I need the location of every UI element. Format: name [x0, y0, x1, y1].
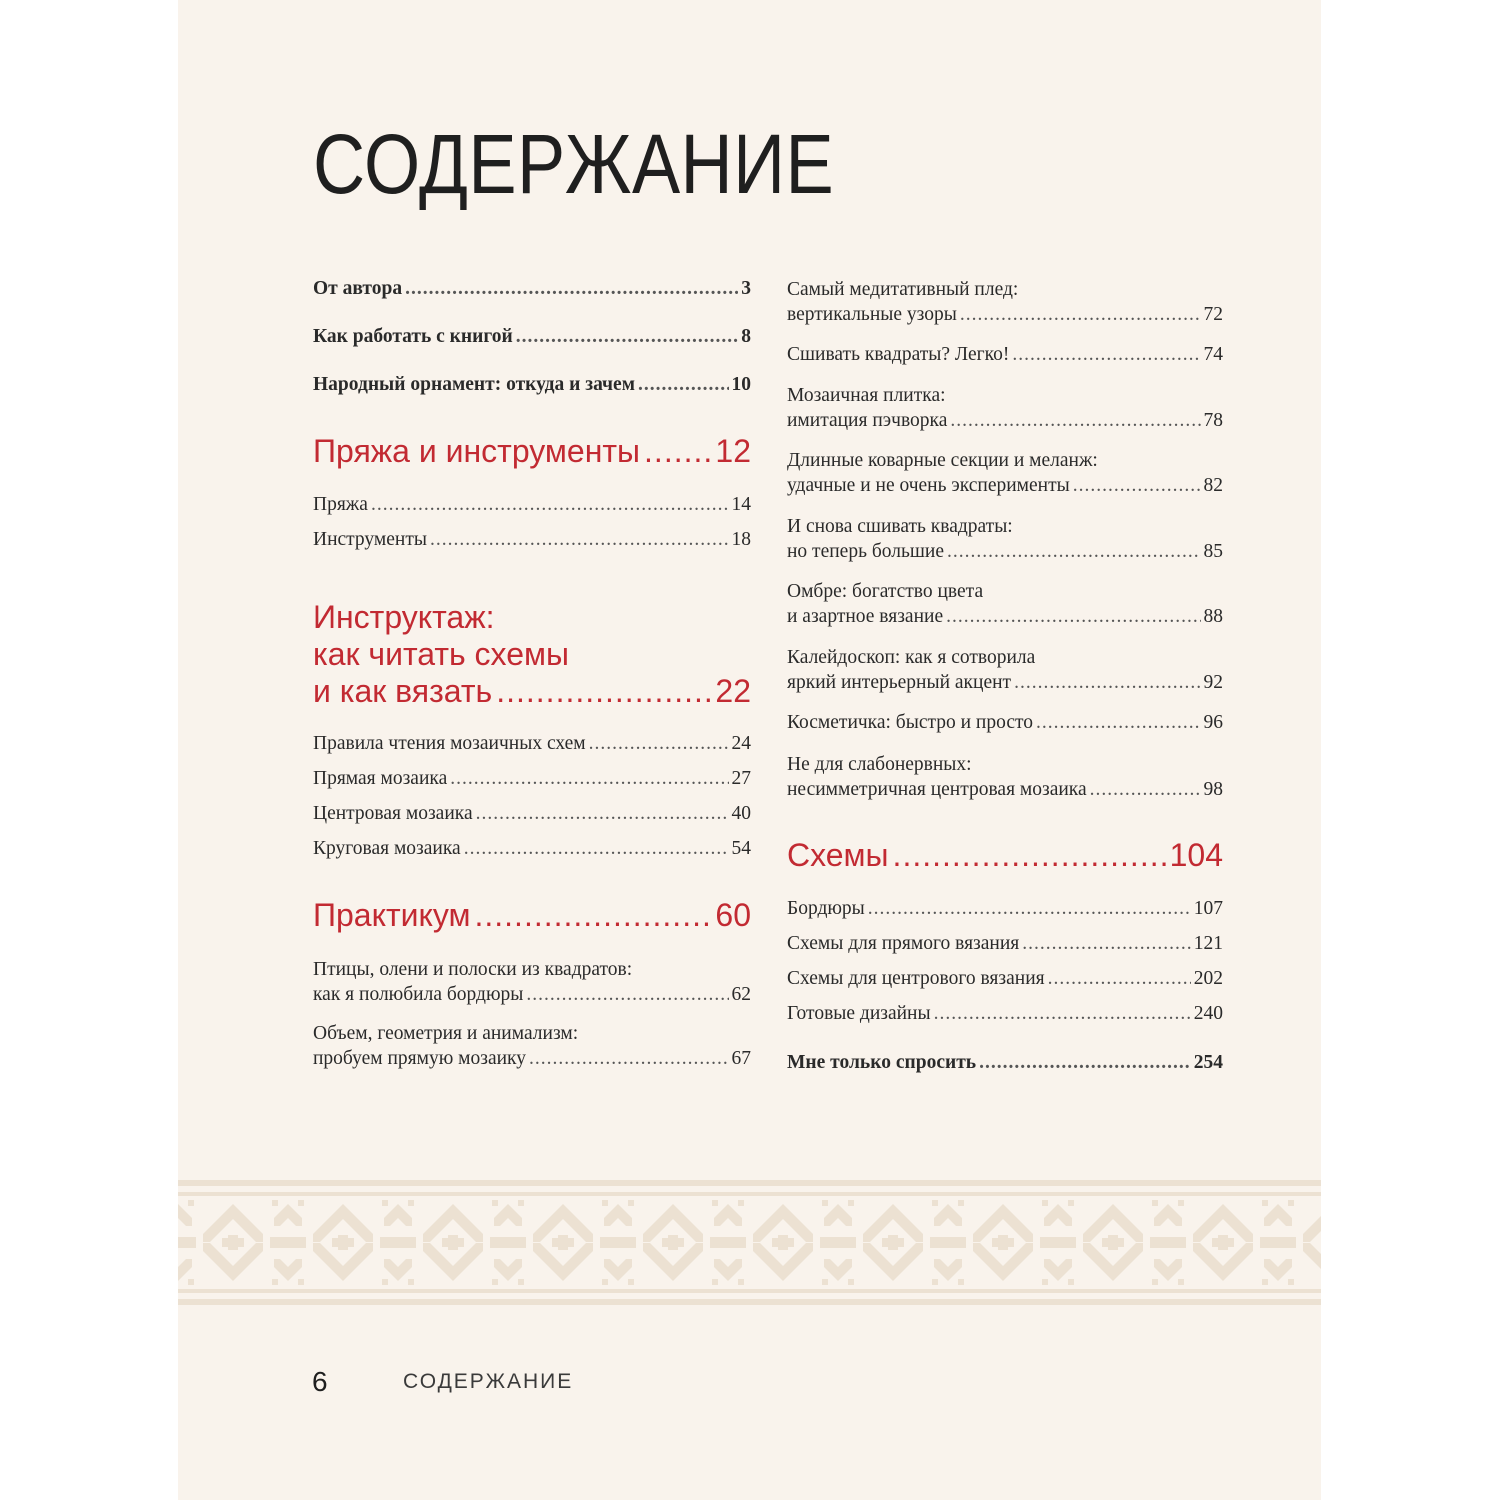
- dot-leader: [371, 495, 729, 515]
- toc-entry-page: 121: [1193, 933, 1223, 954]
- dot-leader: [450, 769, 728, 789]
- toc-entry-label: Готовые дизайны: [787, 1003, 931, 1024]
- toc-entry-label: Косметичка: быстро и просто: [787, 712, 1034, 733]
- page-title: СОДЕРЖАНИЕ: [313, 117, 835, 211]
- dot-leader: [476, 804, 729, 824]
- dot-leader: [405, 279, 738, 299]
- toc-entry-reading-rules[interactable]: [313, 734, 751, 754]
- dot-leader: [960, 302, 1201, 327]
- section-label: Схемы: [787, 837, 889, 873]
- section-label: Пряжа и инструменты: [313, 433, 641, 469]
- section-label-line2: как читать схемы: [313, 636, 569, 672]
- toc-entry-center-mosaic[interactable]: [313, 804, 751, 824]
- toc-entry-center-schemes[interactable]: [787, 969, 1223, 989]
- toc-entry-page: 40: [731, 803, 751, 824]
- toc-entry-label-line1: И снова сшивать квадраты:: [787, 516, 1013, 537]
- toc-entry-page: 98: [1203, 779, 1223, 800]
- toc-entry-label: Как работать с книгой: [313, 326, 513, 347]
- section-label-line1: Инструктаж:: [313, 599, 495, 635]
- toc-entry-label-line1: Длинные коварные секции и меланж:: [787, 450, 1098, 471]
- toc-entry-page: 96: [1203, 712, 1223, 733]
- toc-entry-from-author[interactable]: [313, 279, 751, 299]
- toc-entry-label-line2: яркий интерьерный акцент: [787, 672, 1012, 693]
- toc-entry-straight-schemes[interactable]: [787, 934, 1223, 954]
- toc-section-yarn[interactable]: [313, 435, 751, 467]
- dot-leader: [430, 530, 729, 550]
- toc-entry-label-line1: Омбре: богатство цвета: [787, 581, 984, 602]
- toc-entry-label-line2: имитация пэчворка: [787, 410, 948, 431]
- toc-entry-borders[interactable]: [787, 899, 1223, 919]
- dot-leader: [464, 839, 729, 859]
- dot-leader: [868, 899, 1191, 919]
- toc-entry-label: Правила чтения мозаичных схем: [313, 733, 586, 754]
- dot-leader: [638, 375, 729, 395]
- section-page: 104: [1169, 837, 1223, 873]
- toc-entry-page: 202: [1193, 968, 1223, 989]
- dot-leader: [1073, 473, 1201, 498]
- toc-entry-page: 18: [731, 529, 751, 550]
- toc-entry-how-to-work[interactable]: [313, 327, 751, 347]
- toc-entry-label: Народный орнамент: откуда и зачем: [313, 374, 635, 395]
- dot-leader: [893, 839, 1166, 871]
- section-page: 22: [715, 673, 751, 709]
- toc-entry-label: Сшивать квадраты? Легко!: [787, 344, 1010, 365]
- toc-entry-page: 72: [1203, 304, 1223, 325]
- dot-leader: [1048, 969, 1191, 989]
- toc-entry-page: 92: [1203, 672, 1223, 693]
- folk-ornament-band: [178, 1180, 1321, 1305]
- dot-leader: [1014, 670, 1200, 695]
- dot-leader: [526, 982, 728, 1007]
- dot-leader: [1012, 342, 1200, 367]
- toc-entry-tools[interactable]: [313, 530, 751, 550]
- toc-entry-mosaic-tile[interactable]: [787, 383, 1223, 433]
- toc-entry-page: 54: [731, 838, 751, 859]
- dot-leader: [947, 539, 1201, 564]
- toc-section-instruction[interactable]: [313, 599, 751, 710]
- toc-entry-page: 78: [1203, 410, 1223, 431]
- toc-entry-birds-deer[interactable]: [313, 957, 751, 1007]
- dot-leader: [946, 604, 1200, 629]
- toc-entry-label-line1: Мозаичная плитка:: [787, 385, 946, 406]
- toc-entry-page: 62: [731, 984, 751, 1005]
- toc-entry-label: Схемы для прямого вязания: [787, 933, 1020, 954]
- toc-entry-label: Пряжа: [313, 494, 368, 515]
- toc-entry-label-line1: Не для слабонервных:: [787, 754, 972, 775]
- toc-entry-straight-mosaic[interactable]: [313, 769, 751, 789]
- toc-entry-long-sections[interactable]: [787, 448, 1223, 498]
- toc-entry-label: Схемы для центрового вязания: [787, 968, 1045, 989]
- toc-entry-meditative-blanket[interactable]: [787, 277, 1223, 327]
- dot-leader: [529, 1046, 729, 1071]
- dot-leader: [496, 673, 711, 710]
- toc-entry-page: 27: [731, 768, 751, 789]
- toc-entry-label-line2: и азартное вязание: [787, 606, 944, 627]
- toc-entry-page: 85: [1203, 541, 1223, 562]
- toc-entry-label-line2: несимметричная центровая мозаика: [787, 779, 1087, 800]
- toc-entry-label-line1: Самый медитативный плед:: [787, 279, 1019, 300]
- toc-entry-page: 107: [1193, 898, 1223, 919]
- toc-entry-label-line2: вертикальные узоры: [787, 304, 957, 325]
- toc-section-schemes[interactable]: [787, 839, 1223, 871]
- toc-entry-big-squares[interactable]: [787, 514, 1223, 564]
- toc-entry-page: 88: [1203, 606, 1223, 627]
- toc-entry-label: Прямая мозаика: [313, 768, 448, 789]
- dot-leader: [516, 327, 739, 347]
- toc-entry-label: От автора: [313, 278, 403, 299]
- toc-entry-page: 10: [731, 374, 751, 395]
- toc-entry-sew-squares[interactable]: [787, 342, 1223, 367]
- dot-leader: [950, 408, 1200, 433]
- toc-entry-label-line1: Объем, геометрия и анимализм:: [313, 1023, 579, 1044]
- toc-entry-page: 74: [1203, 344, 1223, 365]
- section-label-line3: и как вязать: [313, 673, 493, 709]
- toc-entry-page: 24: [731, 733, 751, 754]
- toc-entry-label: Инструменты: [313, 529, 427, 550]
- toc-entry-just-ask[interactable]: [787, 1053, 1223, 1073]
- toc-entry-label-line2: удачные и не очень эксперименты: [787, 475, 1070, 496]
- toc-entry-kaleidoscope[interactable]: [787, 645, 1223, 695]
- toc-entry-volume-geometry[interactable]: [313, 1021, 751, 1071]
- dot-leader: [589, 734, 729, 754]
- running-title: СОДЕРЖАНИЕ: [403, 1370, 574, 1393]
- dot-leader: [934, 1004, 1191, 1024]
- dot-leader: [644, 435, 711, 467]
- dot-leader: [1090, 777, 1201, 802]
- dot-leader: [979, 1053, 1191, 1073]
- dot-leader: [474, 899, 711, 931]
- toc-entry-label-line2: пробуем прямую мозаику: [313, 1048, 526, 1069]
- toc-entry-page: 8: [741, 326, 751, 347]
- section-label: Практикум: [313, 897, 471, 933]
- toc-entry-yarn[interactable]: [313, 495, 751, 515]
- toc-entry-page: 240: [1193, 1003, 1223, 1024]
- toc-entry-label: Бордюры: [787, 898, 865, 919]
- dot-leader: [1022, 934, 1191, 954]
- toc-section-practice[interactable]: [313, 899, 751, 931]
- toc-entry-page: 67: [731, 1048, 751, 1069]
- toc-entry-label: Круговая мозаика: [313, 838, 461, 859]
- toc-entry-ready-designs[interactable]: [787, 1004, 1223, 1024]
- toc-entry-page: 3: [741, 278, 751, 299]
- toc-entry-folk-ornament[interactable]: [313, 375, 751, 395]
- toc-entry-page: 82: [1203, 475, 1223, 496]
- section-page: 12: [715, 433, 751, 469]
- toc-entry-label-line1: Птицы, олени и полоски из квадратов:: [313, 959, 633, 980]
- toc-entry-ombre[interactable]: [787, 579, 1223, 629]
- toc-entry-label-line1: Калейдоскоп: как я сотворила: [787, 647, 1036, 668]
- toc-entry-page: 254: [1193, 1052, 1223, 1073]
- page-number: 6: [312, 1366, 328, 1397]
- toc-entry-label: Мне только спросить: [787, 1052, 977, 1073]
- toc-entry-circular-mosaic[interactable]: [313, 839, 751, 859]
- toc-entry-label: Центровая мозаика: [313, 803, 473, 824]
- section-page: 60: [715, 897, 751, 933]
- toc-entry-label-line2: как я полюбила бордюры: [313, 984, 524, 1005]
- toc-entry-asymmetric-mosaic[interactable]: [787, 752, 1223, 802]
- toc-entry-label-line2: но теперь большие: [787, 541, 944, 562]
- dot-leader: [1036, 710, 1200, 735]
- toc-entry-page: 14: [731, 494, 751, 515]
- toc-entry-cosmetic-bag[interactable]: [787, 710, 1223, 735]
